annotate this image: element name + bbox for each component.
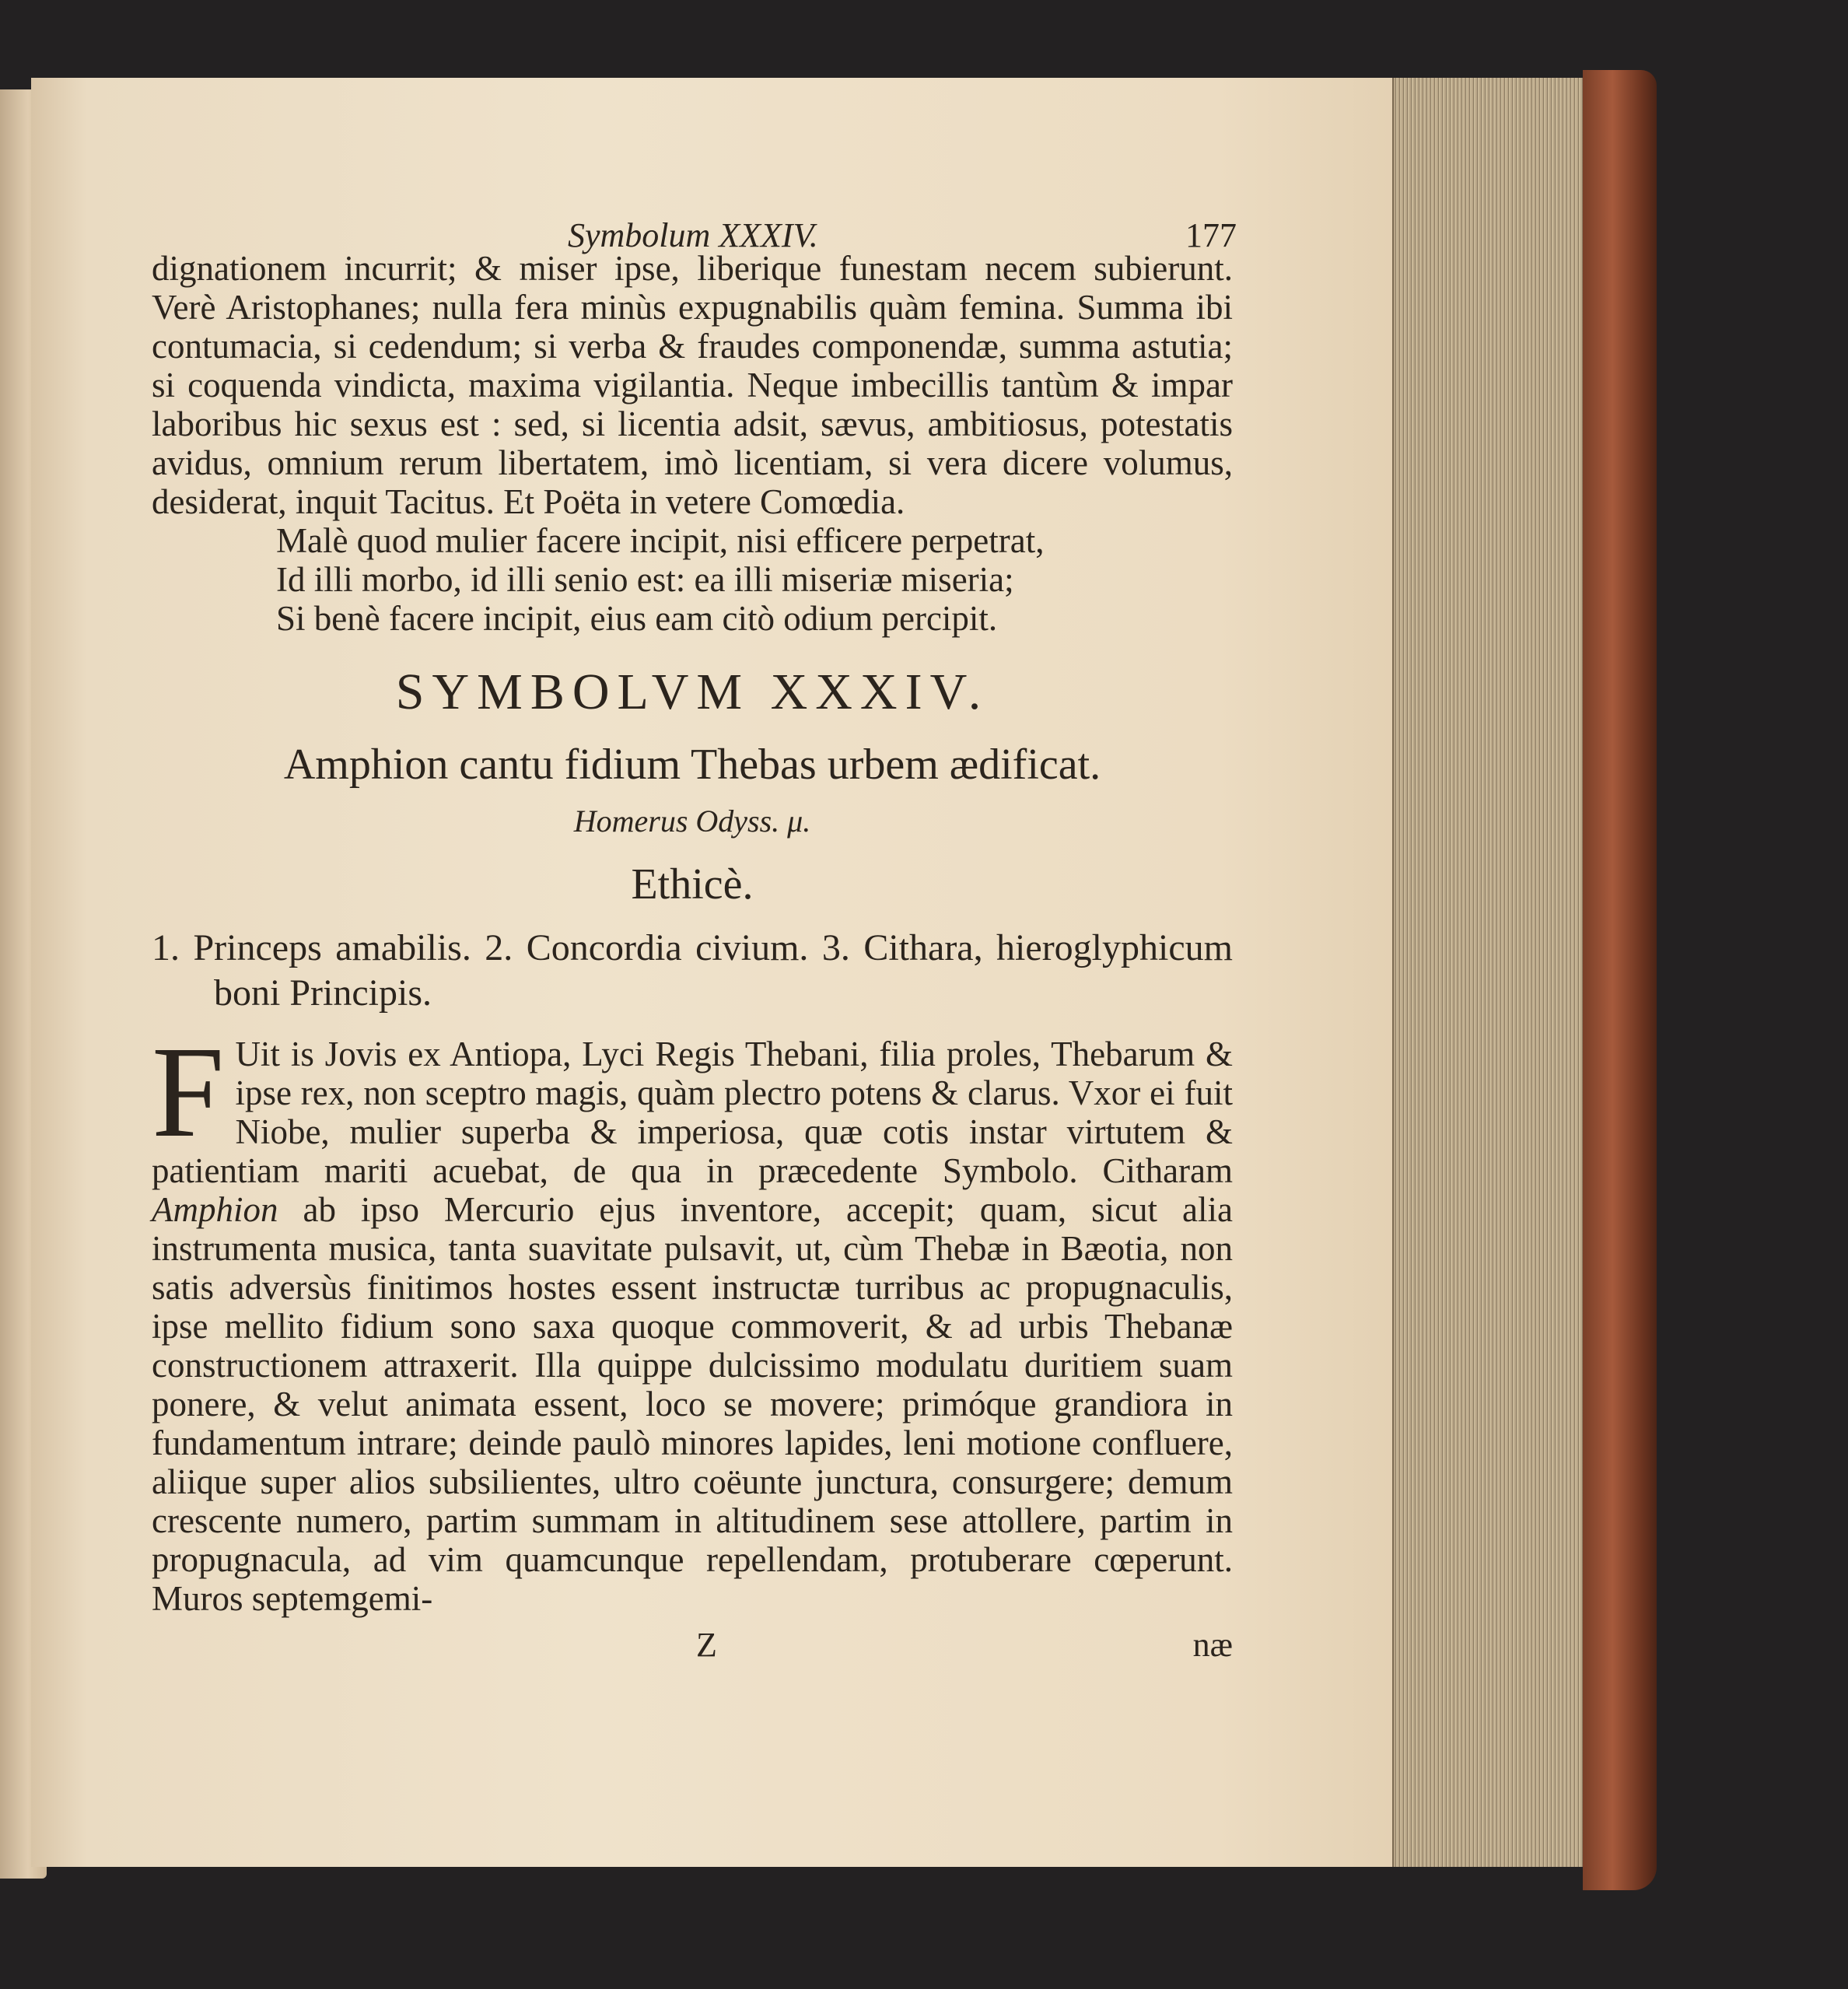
verse-line: Si benè facere incipit, eius eam citò odium percipit. [276, 599, 998, 638]
numbered-points: 1. Princeps amabilis. 2. Concordia civium. 3. Cithara, hieroglyphicum boni Principis. [152, 927, 1233, 1014]
symbol-title: SYMBOLVM XXXIV. [395, 664, 989, 720]
page-number: 177 [1185, 216, 1237, 254]
opening-paragraph: dignationem incurrit; & miser ipse, liberique funestam necem subierunt. Verè Aristophanes; nulla fera minùs expugnabilis quàm femina. Summa ibi contumacia, si cedendum; si verba & fraudes componendæ, summa astutia; si coquenda vindicta, maxima vigilantia. Neque imbecillis tantùm & impar laboribus hic sexus est : sed, si licentia adsit, sævus, ambitiosus, potestatis avidus, omnium rerum libertatem, imò licentiam, si vera dicere volumus, desiderat, inquit Tacitus. Et Poëta in vetere Comœdia. [152, 249, 1233, 521]
page-text [152, 202, 1237, 1665]
body-paragraph [152, 1020, 1233, 1618]
page-block-edge [1392, 78, 1584, 1867]
leather-cover-edge [1583, 70, 1657, 1890]
running-head [152, 202, 1237, 254]
verse-line: Id illi morbo, id illi senio est: ea illi miseriæ miseria; [276, 560, 1014, 599]
catchword: næ [1192, 1626, 1233, 1664]
body-italic-name: Amphion [152, 1190, 278, 1229]
page-footer [152, 1626, 1233, 1665]
source-citation: Homerus Odyss. μ. [573, 804, 811, 839]
body-text-part2: ab ipso Mercurio ejus inventore, accepit; quam, sicut alia instrumenta musica, tanta suavitate pulsavit, ut, cùm Thebæ in Bæotia, non satis adversùs finitimos hostes essent instructæ turribus ac propugnaculis, ipse mellito fidium sono saxa quoque commoverit, & ad urbis Thebanæ constructionem attraxerit. Illa quippe dulcissimo modulatu duritiem suam ponere, & velut animata essent, loco se movere; primóque grandiora in fundamentum intrare; deinde paulò minores lapides, leni motione confluere, aliique super alios subsilientes, ultro coëunte junctura, consurgere; demum crescente numero, partim summam in altitudinem sese attollere, partim in propugnacula, ad vim quamcunque repellendam, protuberare cœperunt. Muros septemgemi- [152, 1190, 1233, 1618]
symbol-subtitle: Amphion cantu fidium Thebas urbem ædificat. [283, 741, 1101, 789]
section-heading: Ethicè. [631, 860, 754, 909]
verse-quote [276, 521, 1233, 638]
verse-line: Malè quod mulier facere incipit, nisi efficere perpetrat, [276, 521, 1045, 560]
signature-mark: Z [696, 1626, 717, 1664]
body-text-part1: Uit is Jovis ex Antiopa, Lyci Regis Thebani, filia proles, Thebarum & ipse rex, non sceptro magis, quàm plectro potens & clarus. Vxor ei fuit Niobe, mulier superba & imperiosa, quæ cotis instar virtutem & patientiam mariti acuebat, de qua in præcedente Symbolo. Citharam [152, 1035, 1233, 1190]
drop-cap: F [152, 1020, 225, 1164]
running-head-title: Symbolum XXXIV. [568, 216, 818, 254]
